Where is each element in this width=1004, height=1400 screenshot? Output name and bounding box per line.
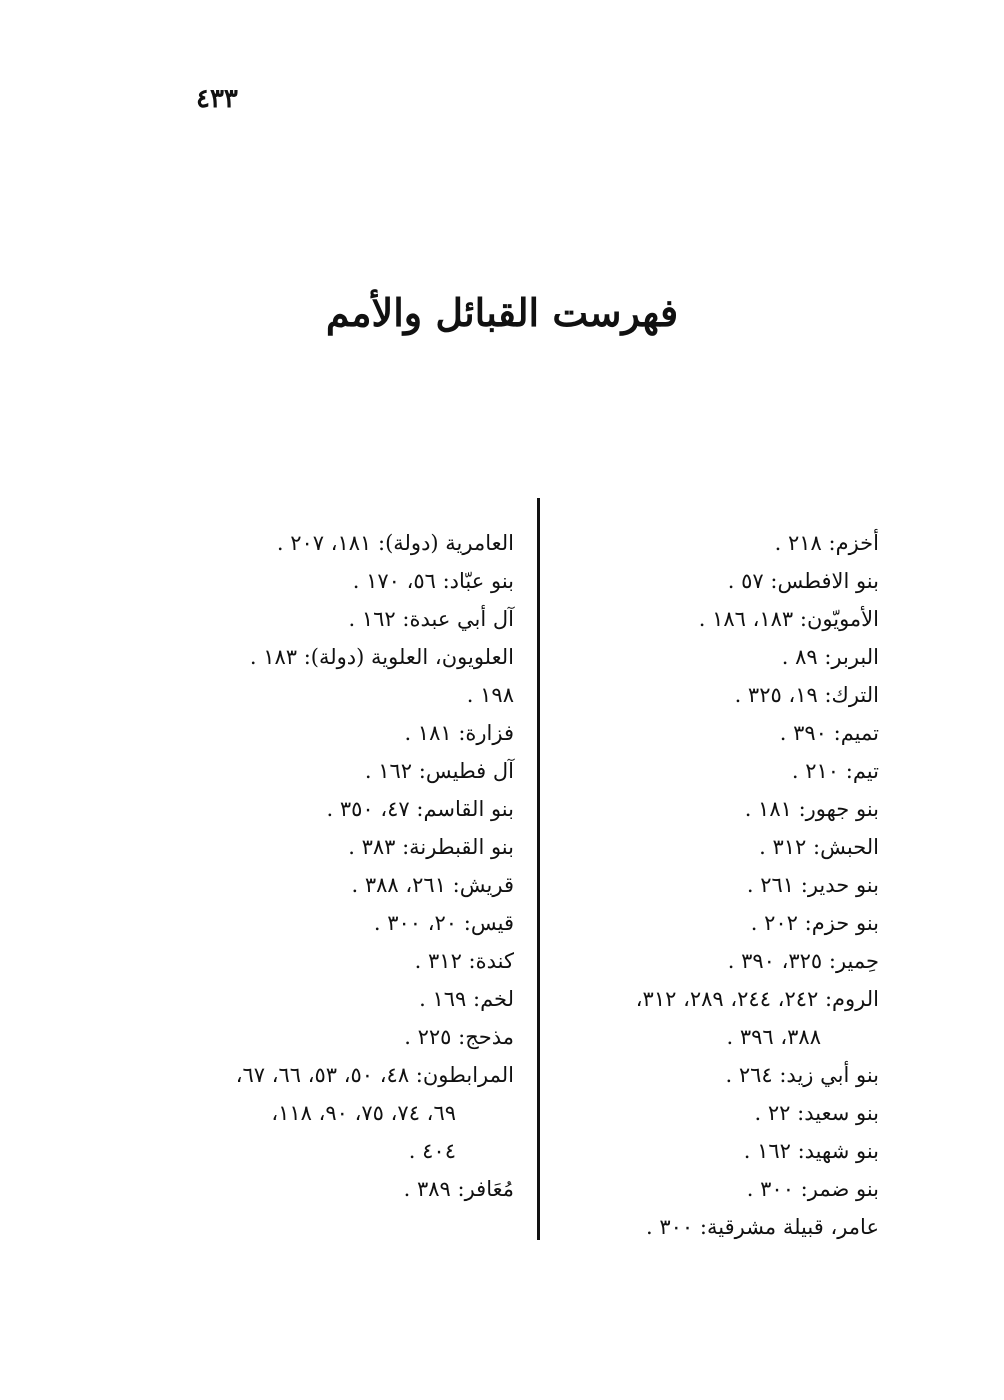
index-entry: تميم: ٣٩٠ . bbox=[779, 721, 879, 745]
index-entry: قيس: ٢٠، ٣٠٠ . bbox=[373, 911, 514, 935]
index-entry: العلويون، العلوية (دولة): ١٨٣ . bbox=[249, 645, 514, 669]
index-entry: مُعَافر: ٣٨٩ . bbox=[403, 1177, 514, 1201]
index-entry: الروم: ٢٤٢، ٢٤٤، ٢٨٩، ٣١٢، bbox=[635, 987, 879, 1011]
index-entry: بنو أبي زيد: ٢٦٤ . bbox=[725, 1063, 879, 1087]
index-entry: بنو عبّاد: ٥٦، ١٧٠ . bbox=[352, 569, 514, 593]
index-entry: البربر: ٨٩ . bbox=[781, 645, 879, 669]
index-entry: أخزم: ٢١٨ . bbox=[774, 531, 879, 555]
index-entry: آل أبي عبدة: ١٦٢ . bbox=[348, 607, 514, 631]
index-entry: بنو حزم: ٢٠٢ . bbox=[750, 911, 879, 935]
index-entry: بنو حدير: ٢٦١ . bbox=[746, 873, 879, 897]
index-entry: كندة: ٣١٢ . bbox=[414, 949, 514, 973]
index-column-left bbox=[184, 524, 514, 1208]
index-entry: عامر، قبيلة مشرقية: ٣٠٠ . bbox=[646, 1215, 879, 1239]
index-entry: بنو القبطرنة: ٣٨٣ . bbox=[348, 835, 514, 859]
index-entry: الأمويّون: ١٨٣، ١٨٦ . bbox=[698, 607, 879, 631]
index-entry-continuation: ١٩٨ . bbox=[466, 683, 514, 707]
index-entry: الحبش: ٣١٢ . bbox=[759, 835, 879, 859]
index-entry: بنو الافطس: ٥٧ . bbox=[727, 569, 879, 593]
index-entry: بنو ضمر: ٣٠٠ . bbox=[746, 1177, 879, 1201]
index-column-right bbox=[539, 524, 879, 1246]
index-entry: بنو شهيد: ١٦٢ . bbox=[743, 1139, 879, 1163]
index-entry: بنو جهور: ١٨١ . bbox=[744, 797, 879, 821]
index-entry: آل فطيس: ١٦٢ . bbox=[364, 759, 514, 783]
page-number: ٤٣٣ bbox=[196, 84, 238, 114]
index-entry: قريش: ٢٦١، ٣٨٨ . bbox=[351, 873, 514, 897]
index-entry: فزارة: ١٨١ . bbox=[404, 721, 514, 745]
index-entry: حِمير: ٣٢٥، ٣٩٠ . bbox=[727, 949, 879, 973]
index-entry: العامرية (دولة): ١٨١، ٢٠٧ . bbox=[276, 531, 514, 555]
index-entry: تيم: ٢١٠ . bbox=[791, 759, 879, 783]
index-entry-continuation: ٦٩، ٧٤، ٧٥، ٩٠، ١١٨، bbox=[271, 1101, 456, 1125]
page-title: فهرست القبائل والأمم bbox=[325, 290, 679, 335]
index-entry: لخم: ١٦٩ . bbox=[419, 987, 514, 1011]
index-entry: بنو سعيد: ٢٢ . bbox=[754, 1101, 879, 1125]
index-entry: مذحج: ٢٢٥ . bbox=[404, 1025, 514, 1049]
index-entry: الترك: ١٩، ٣٢٥ . bbox=[734, 683, 879, 707]
index-entry: بنو القاسم: ٤٧، ٣٥٠ . bbox=[326, 797, 514, 821]
index-entry: المرابطون: ٤٨، ٥٠، ٥٣، ٦٦، ٦٧، bbox=[235, 1063, 514, 1087]
index-entry-continuation: ٣٨٨، ٣٩٦ . bbox=[726, 1025, 821, 1049]
index-entry-continuation: ٤٠٤ . bbox=[408, 1139, 456, 1163]
